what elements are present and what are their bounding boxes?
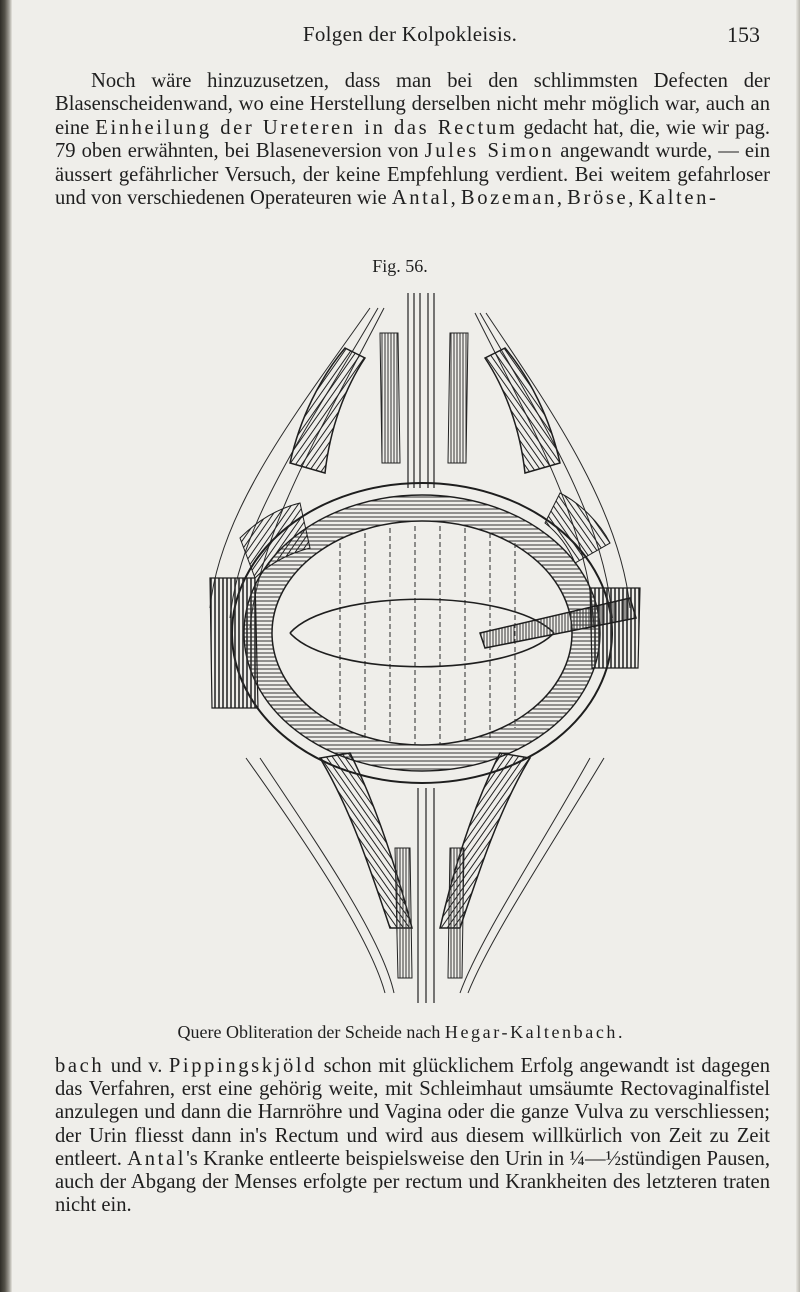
spaced-name: Pippingskjöld (168, 1055, 318, 1077)
page-header (60, 22, 760, 52)
text-segment: angewandt wurde, — ein äussert gefährlicher Versuch, der keine Empfehlung verdient. Bei weitem gefahrloser und von verschiedenen Operateuren wie (55, 140, 770, 210)
illustration-drawing (150, 288, 710, 1010)
text-segment: schon mit glücklichem Erfolg angewandt ist dagegen das Verfahren, erst eine gehörig weite, mit Schleimhaut umsäumte Rectovaginalfistel anzulegen und dann die Harnröhre und Vagina oder die ganze Vulva zu verschliessen; der Urin fliesst dann in's Rectum und wird aus diesem willkürlich von Zeit zu Zeit entleert. (55, 1055, 770, 1170)
paragraph-2 (55, 1055, 770, 1217)
figure-caption (0, 1022, 800, 1043)
spaced-name: Antal (391, 187, 451, 210)
spaced-name: bach (55, 1055, 105, 1077)
caption-end: . (618, 1022, 623, 1042)
anatomical-illustration (150, 288, 710, 1010)
spaced-name: Bozeman (460, 187, 557, 210)
text-segment: , (450, 187, 461, 210)
spaced-name: Jules Simon (424, 140, 555, 163)
running-title: Folgen der Kolpokleisis. (302, 22, 518, 46)
page-right-edge (796, 0, 800, 1292)
paragraph-1 (55, 70, 770, 210)
spaced-name: Bröse (567, 187, 629, 210)
text-segment: gedacht hat, die, wie wir pag. 79 oben erwähnten, bei Blaseneversion von (55, 116, 770, 163)
caption-author: Hegar-Kaltenbach (444, 1022, 619, 1042)
text-segment: , (556, 187, 568, 210)
spaced-name: Antal (127, 1147, 187, 1170)
spaced-emphasis: Einheilung der Ureteren in das Rectum (95, 116, 518, 139)
caption-text: Quere Obliteration der Scheide nach (177, 1022, 445, 1042)
text-segment: Noch wäre hinzuzusetzen, dass man bei den schlimmsten Defecten der Blasenscheidenwand, wo eine Herstellung derselben nicht mehr möglich war, auch an eine (55, 70, 770, 139)
text-segment: 's Kranke entleerte beispielsweise den Urin in ¼—½stündigen Pausen, auch der Abgang der Menses erfolgte per rectum und Krankheiten des letzteren traten nicht ein. (55, 1147, 770, 1217)
spaced-name: Kalten- (638, 187, 719, 210)
text-segment: und v. (104, 1055, 169, 1077)
page-gutter-shadow (0, 0, 12, 1292)
text-segment: , (628, 187, 639, 210)
page-number: 153 (727, 22, 760, 47)
figure-label: Fig. 56. (372, 256, 428, 276)
